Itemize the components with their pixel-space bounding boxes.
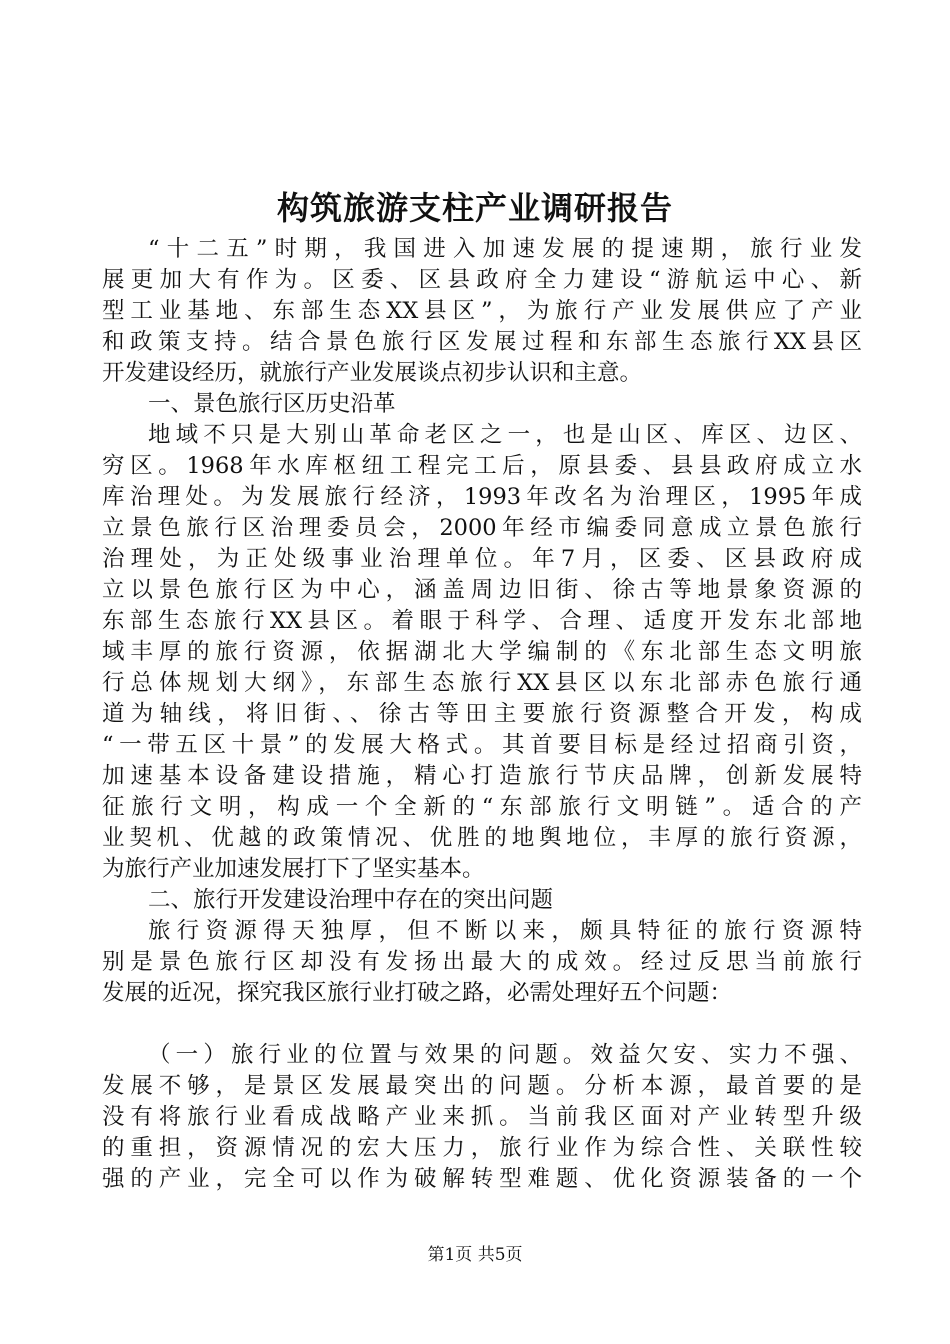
- paragraph-line: 发展不够，是景区发展最突出的问题。分析本源，最首要的是: [102, 1073, 862, 1099]
- paragraph-line: 穷区。1968年水库枢纽工程完工后，原县委、县县政府成立水: [102, 453, 862, 479]
- paragraph-line: 东部生态旅行XX县区。着眼于科学、合理、适度开发东北部地: [102, 608, 862, 634]
- paragraph-line: （一）旅行业的位置与效果的问题。效益欠安、实力不强、: [148, 1042, 862, 1068]
- paragraph-line: 行总体规划大纲》，东部生态旅行XX县区以东北部赤色旅行通: [102, 670, 862, 696]
- paragraph-line: 为旅行产业加速发展打下了坚实基本。: [102, 856, 485, 882]
- paragraph-line: 立景色旅行区治理委员会，2000年经市编委同意成立景色旅行: [102, 515, 862, 541]
- paragraph-line: 域丰厚的旅行资源，依据湖北大学编制的《东北部生态文明旅: [102, 639, 862, 665]
- paragraph-line: 地域不只是大别山革命老区之一，也是山区、库区、边区、: [148, 422, 862, 448]
- paragraph-line: 业契机、优越的政策情况、优胜的地舆地位，丰厚的旅行资源，: [102, 825, 862, 851]
- paragraph-line: 展更加大有作为。区委、区县政府全力建设“游航运中心、新: [102, 267, 862, 293]
- paragraph-line: 别是景色旅行区却没有发扬出最大的成效。经过反思当前旅行: [102, 949, 862, 975]
- paragraph-line: 没有将旅行业看成战略产业来抓。当前我区面对产业转型升级: [102, 1104, 862, 1130]
- paragraph-line: 开发建设经历，就旅行产业发展谈点初步认识和主意。: [102, 360, 643, 386]
- paragraph-line: 征旅行文明，构成一个全新的“东部旅行文明链”。适合的产: [102, 794, 862, 820]
- paragraph-line: “十二五”时期，我国进入加速发展的提速期，旅行业发: [148, 236, 862, 262]
- document-title: 构筑旅游支柱产业调研报告: [276, 189, 673, 227]
- paragraph-line: 治理处，为正处级事业治理单位。年7月，区委、区县政府成: [102, 546, 862, 572]
- paragraph-line: 道为轴线，将旧街、、徐古等田主要旅行资源整合开发，构成: [102, 701, 862, 727]
- paragraph-line: 强的产业，完全可以作为破解转型难题、优化资源装备的一个: [102, 1166, 862, 1192]
- paragraph-line: 和政策支持。结合景色旅行区发展过程和东部生态旅行XX县区: [102, 329, 862, 355]
- paragraph-line: “一带五区十景”的发展大格式。其首要目标是经过招商引资，: [102, 732, 862, 758]
- paragraph-line: 的重担，资源情况的宏大压力，旅行业作为综合性、关联性较: [102, 1135, 862, 1161]
- section-heading: 一、景色旅行区历史沿革: [148, 391, 396, 417]
- paragraph-line: 旅行资源得天独厚，但不断以来，颇具特征的旅行资源特: [148, 918, 862, 944]
- page-number-footer: 第1页 共5页: [427, 1245, 523, 1265]
- paragraph-line: 发展的近况，探究我区旅行业打破之路，必需处理好五个问题：: [102, 980, 733, 1006]
- paragraph-line: 加速基本设备建设措施，精心打造旅行节庆品牌，创新发展特: [102, 763, 862, 789]
- paragraph-line: 立以景色旅行区为中心，涵盖周边旧街、徐古等地景象资源的: [102, 577, 862, 603]
- paragraph-line: 库治理处。为发展旅行经济，1993年改名为治理区，1995年成: [102, 484, 862, 510]
- section-heading: 二、旅行开发建设治理中存在的突出问题: [148, 887, 554, 913]
- paragraph-line: 型工业基地、东部生态XX县区”，为旅行产业发展供应了产业: [102, 298, 862, 324]
